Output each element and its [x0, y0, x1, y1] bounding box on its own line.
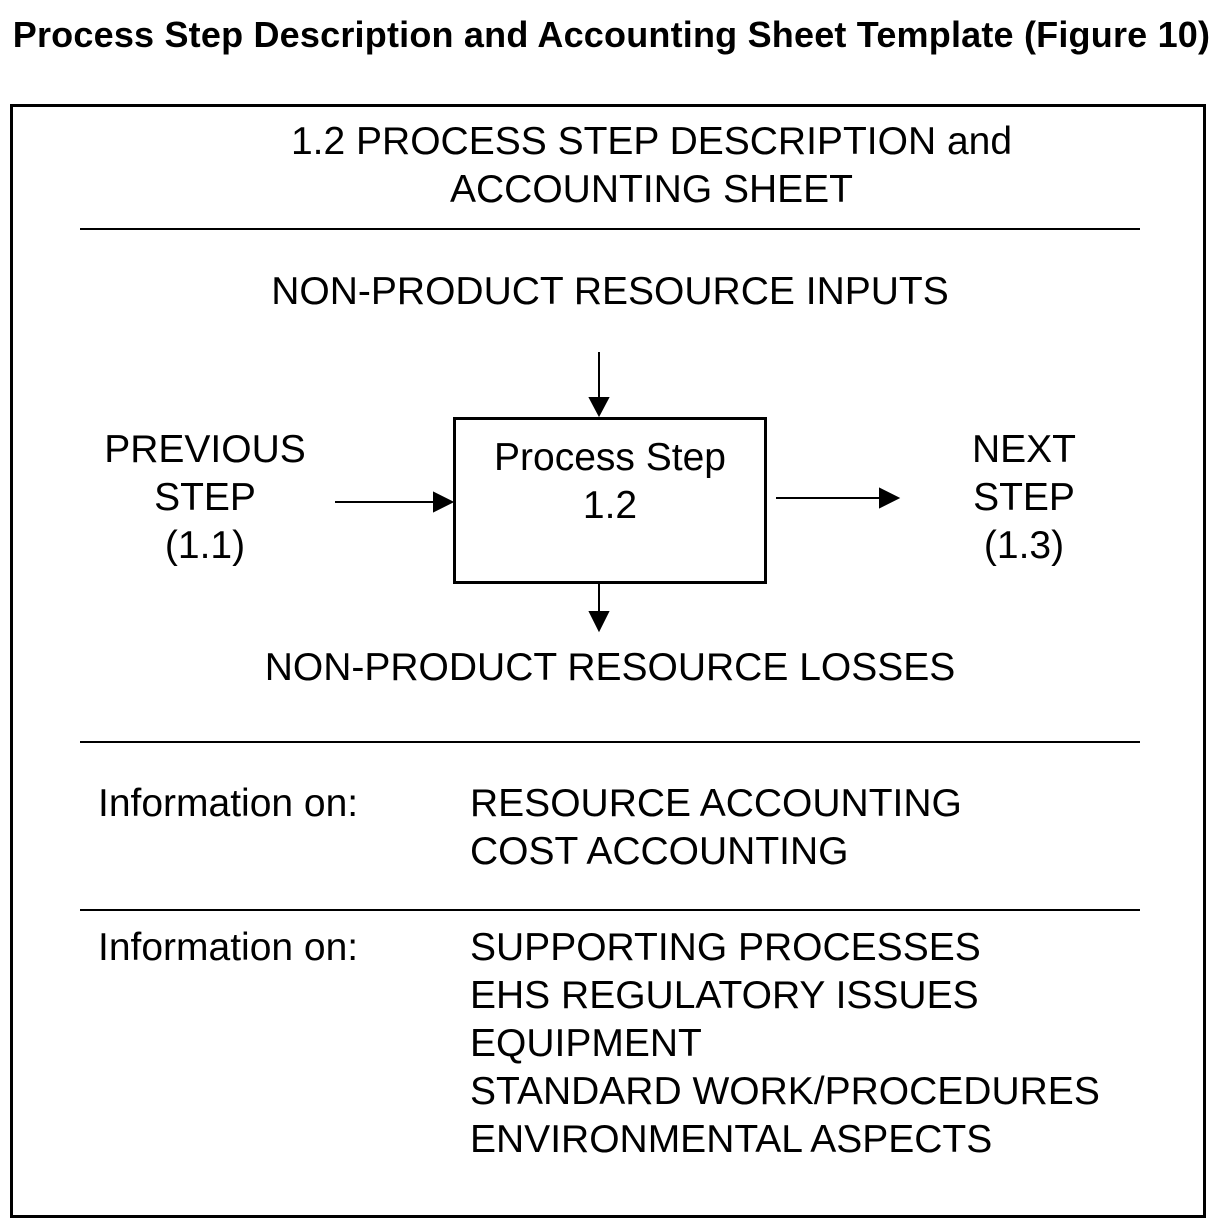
info-item: COST ACCOUNTING [470, 830, 849, 873]
info-item: EQUIPMENT [470, 1022, 702, 1065]
previous-arrowhead [434, 493, 452, 511]
info-label-1: Information on: [98, 782, 359, 825]
page-title: Process Step Description and Accounting Sheet Template (Figure 10) [12, 14, 1211, 55]
process-step-line-2: 1.2 [582, 484, 638, 527]
sheet-header-line-1: 1.2 PROCESS STEP DESCRIPTION and [290, 120, 1013, 163]
info-item: EHS REGULATORY ISSUES [470, 974, 979, 1017]
losses-label: NON-PRODUCT RESOURCE LOSSES [264, 646, 956, 689]
sheet-header-line-2: ACCOUNTING SHEET [449, 168, 854, 211]
previous-step-label [85, 426, 325, 570]
process-step-line-1: Process Step [494, 436, 726, 479]
info-items-2 [470, 924, 1100, 1164]
info-item: ENVIRONMENTAL ASPECTS [470, 1118, 993, 1161]
divider-info [80, 909, 1140, 911]
previous-step-line-1: PREVIOUS [104, 428, 306, 471]
info-items-1 [470, 780, 962, 876]
next-step-label [924, 426, 1124, 570]
process-step-label [453, 434, 767, 530]
next-step-line-1: NEXT [971, 428, 1076, 471]
inputs-arrowhead [590, 398, 608, 415]
info-item: SUPPORTING PROCESSES [470, 926, 981, 969]
divider-diagram [80, 741, 1140, 743]
inputs-label: NON-PRODUCT RESOURCE INPUTS [271, 270, 949, 313]
next-step-line-2: STEP [973, 476, 1075, 519]
info-item: STANDARD WORK/PROCEDURES [470, 1070, 1100, 1113]
next-arrowhead [880, 489, 898, 507]
next-step-line-3: (1.3) [983, 524, 1065, 567]
previous-step-line-3: (1.1) [164, 524, 246, 567]
losses-arrowhead [590, 612, 608, 630]
info-label-2: Information on: [98, 926, 359, 969]
info-item: RESOURCE ACCOUNTING [470, 782, 962, 825]
previous-step-line-2: STEP [154, 476, 256, 519]
